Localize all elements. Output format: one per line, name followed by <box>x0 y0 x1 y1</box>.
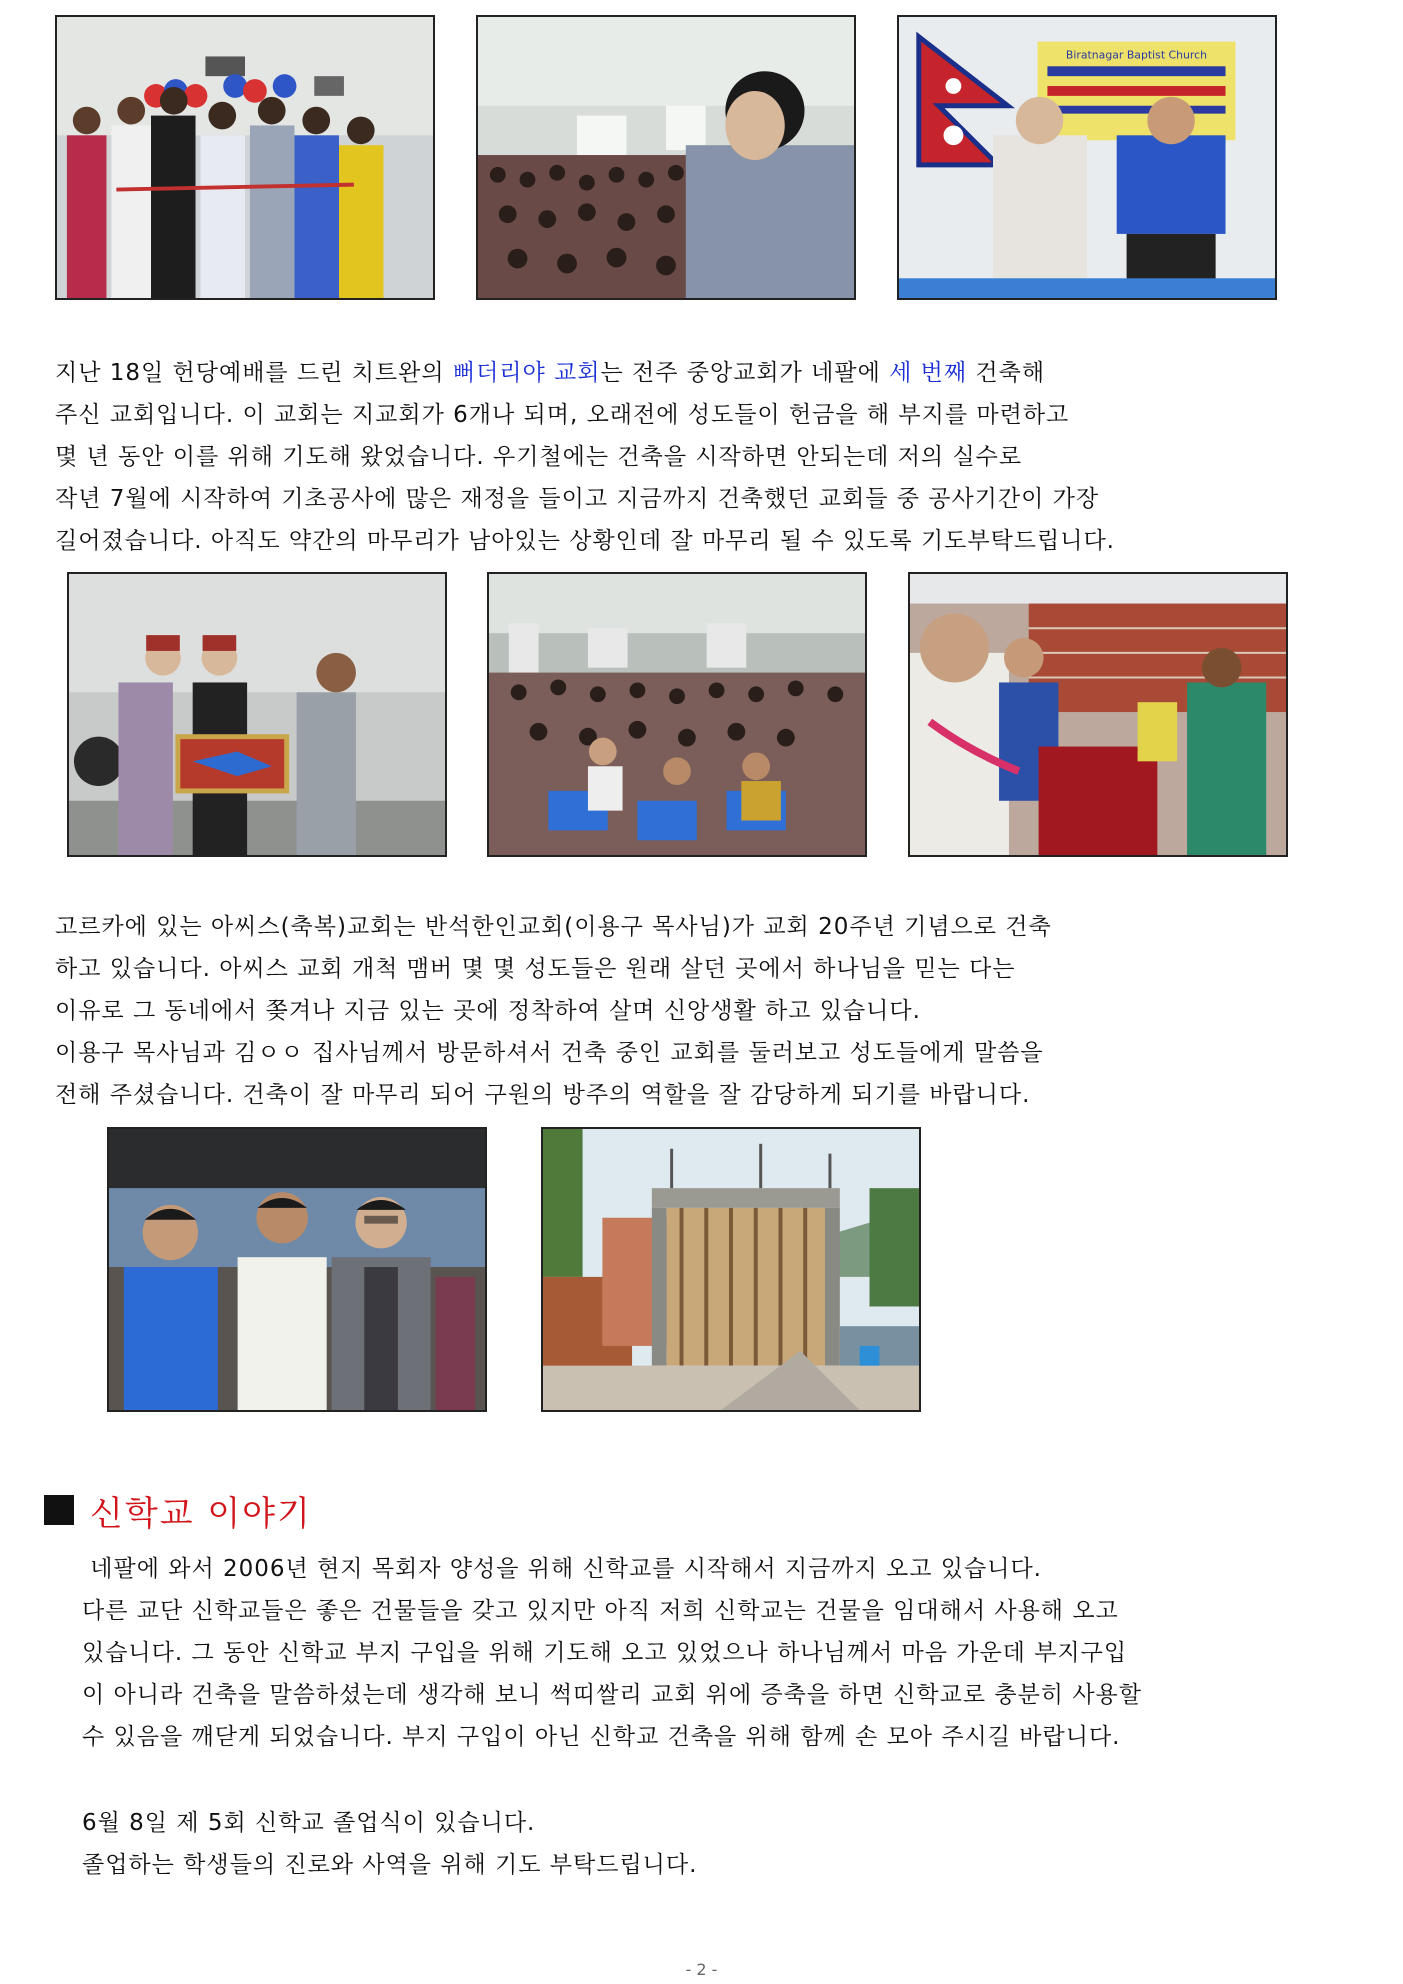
paragraph-graduation <box>82 1802 697 1886</box>
photo-construction-site <box>541 1127 921 1412</box>
paragraph-line: 하고 있습니다. 아씨스 교회 개척 맴버 몇 몇 성도들은 원래 살던 곳에서 하나님을 믿는 다는 <box>55 956 1016 982</box>
paragraph-line: 몇 년 동안 이를 위해 기도해 왔었습니다. 우기철에는 건축을 시작하면 안되는데 저의 실수로 <box>55 444 1023 470</box>
section-title: 신학교 이야기 <box>90 1493 312 1534</box>
photo-congregation <box>476 15 856 300</box>
section-heading <box>44 1485 312 1535</box>
photo-three-men-airport <box>107 1127 487 1412</box>
paragraph-seminary <box>82 1548 1142 1758</box>
photo-ribbon-cutting <box>55 15 435 300</box>
photo-gift-exchange <box>908 572 1288 857</box>
paragraph-church-dedication <box>55 352 1115 562</box>
text-span: 지난 18일 헌당예배를 드린 치트완의 <box>55 360 453 386</box>
paragraph-line: 고르카에 있는 아씨스(축복)교회는 반석한인교회(이용구 목사님)가 교회 20주년 기념으로 건축 <box>55 914 1052 940</box>
paragraph-line: 이 아니라 건축을 말씀하셨는데 생각해 보니 썩띠쌀리 교회 위에 증축을 하면 신학교로 충분히 사용할 <box>82 1682 1142 1708</box>
paragraph-line: 주신 교회입니다. 이 교회는 지교회가 6개나 되며, 오래전에 성도들이 헌금을 해 부지를 마련하고 <box>55 402 1070 428</box>
paragraph-line: 전해 주셨습니다. 건축이 잘 마무리 되어 구원의 방주의 역할을 잘 감당하게 되기를 바랍니다. <box>55 1082 1031 1108</box>
text-span: 는 전주 중앙교회가 네팔에 <box>600 360 890 386</box>
photo-speakers <box>897 15 1277 300</box>
paragraph-line: 네팔에 와서 2006년 현지 목회자 양성을 위해 신학교를 시작해서 지금까지 오고 있습니다. <box>82 1556 1042 1582</box>
paragraph-line: 다른 교단 신학교들은 좋은 건물들을 갖고 있지만 아직 저희 신학교는 건물을 임대해서 사용해 오고 <box>82 1598 1119 1624</box>
paragraph-asis-church <box>55 906 1052 1116</box>
page-number: - 2 - <box>685 1960 718 1979</box>
banner-text: Biratnagar Baptist Church <box>1065 48 1208 62</box>
paragraph-line <box>55 352 1115 394</box>
paragraph-line: 길어졌습니다. 아직도 약간의 마무리가 남아있는 상황인데 잘 마무리 될 수 있도록 기도부탁드립니다. <box>55 528 1115 554</box>
text-span: 건축해 <box>967 360 1046 386</box>
paragraph-line: 있습니다. 그 동안 신학교 부지 구입을 위해 기도해 오고 있었으나 하나님께서 마음 가운데 부지구입 <box>82 1640 1128 1666</box>
highlight-church-name: 뻐더리야 교회 <box>452 360 601 386</box>
paragraph-line: 이유로 그 동네에서 쫒겨나 지금 있는 곳에 정착하여 살며 신앙생활 하고 있습니다. <box>55 998 921 1024</box>
paragraph-line: 작년 7월에 시작하여 기초공사에 많은 재정을 들이고 지금까지 건축했던 교회들 중 공사기간이 가장 <box>55 486 1100 512</box>
photo-congregation-chairs <box>487 572 867 857</box>
paragraph-line: 6월 8일 제 5회 신학교 졸업식이 있습니다. <box>82 1810 536 1836</box>
photo-gift-presentation <box>67 572 447 857</box>
paragraph-line: 이용구 목사님과 김ㅇㅇ 집사님께서 방문하셔서 건축 중인 교회를 둘러보고 성도들에게 말씀을 <box>55 1040 1044 1066</box>
highlight-third: 세 번째 <box>889 360 968 386</box>
paragraph-line: 졸업하는 학생들의 진로와 사역을 위해 기도 부탁드립니다. <box>82 1852 698 1878</box>
paragraph-line: 수 있음을 깨닫게 되었습니다. 부지 구입이 아닌 신학교 건축을 위해 함께 손 모아 주시길 바랍니다. <box>82 1724 1121 1750</box>
black-square-icon <box>44 1495 74 1525</box>
